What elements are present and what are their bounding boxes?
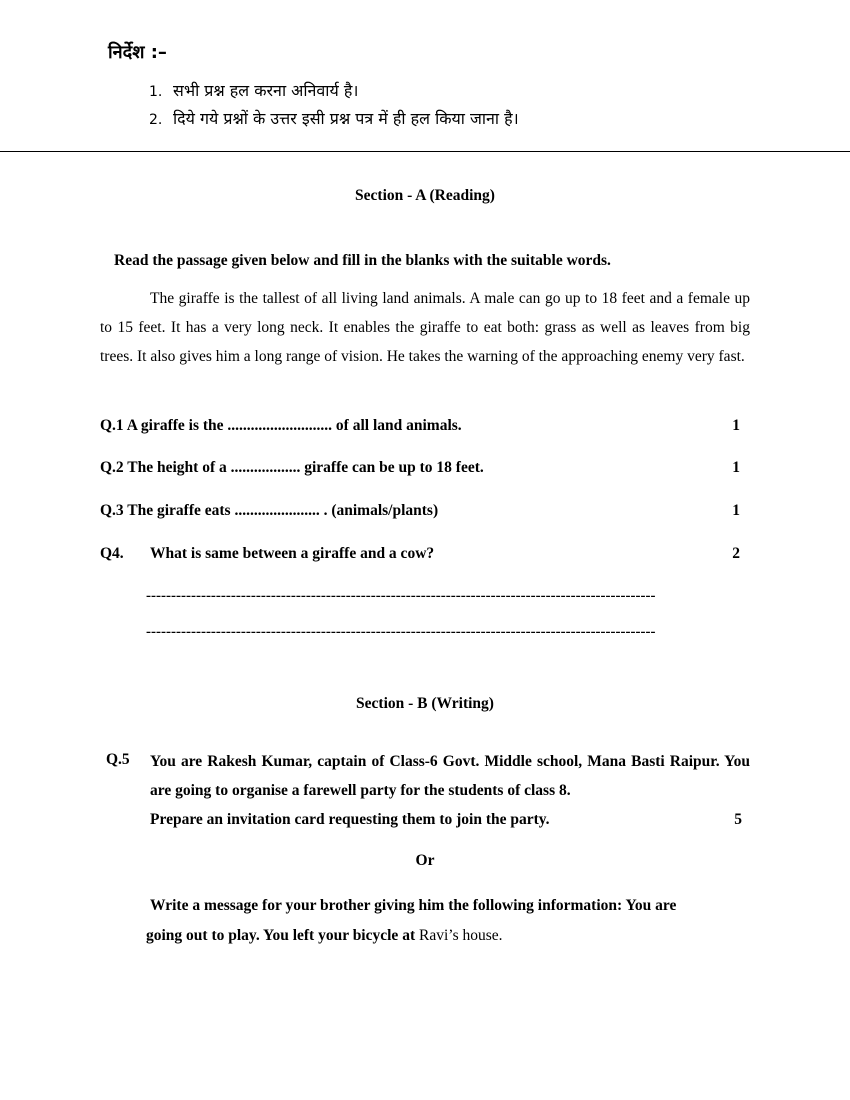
question-text: What is same between a giraffe and a cow?: [150, 545, 435, 562]
answer-line: ------------------------------------------------------------------------------------------------------: [146, 588, 656, 604]
question-marks: 2: [732, 545, 740, 562]
alternative-text: Write a message for your brother giving him the following information: You are: [150, 897, 677, 914]
question-number: Q.5: [106, 751, 130, 768]
question-marks: 1: [732, 502, 740, 519]
alternative-text: going out to play. You left your bicycle at: [146, 927, 419, 944]
section-a-title: Section - A (Reading): [355, 187, 495, 204]
instruction-item: [149, 79, 358, 101]
question-5-text: [150, 747, 750, 834]
instruction-text: सभी प्रश्न हल करना अनिवार्य है।: [173, 81, 359, 100]
alternative-text-line2: [146, 921, 736, 951]
reading-passage: The giraffe is the tallest of all living land animals. A male can go up to 18 feet and a female up to 15 feet. It has a very long neck. It enables the giraffe to eat both: grass as well as leaves from big trees. It also gives him a long range of vision. He takes the warning of the approaching enemy very fast.: [100, 290, 750, 365]
question-row: [100, 417, 740, 439]
question-marks: 1: [732, 459, 740, 476]
alternative-text: Ravi’s house.: [418, 927, 503, 944]
question-row: [100, 502, 740, 524]
instruction-number: 1.: [149, 84, 163, 100]
instructions-heading: निर्देश :–: [108, 42, 167, 63]
instruction-item: [149, 107, 519, 129]
section-b-title: Section - B (Writing): [356, 695, 494, 712]
question-last-line: [150, 805, 750, 834]
instruction-number: 2.: [149, 112, 163, 128]
question-marks: 5: [734, 811, 742, 828]
question-marks: 1: [732, 417, 740, 434]
question-text: Q.3 The giraffe eats ...................... . (animals/plants): [100, 502, 439, 519]
question-text: Q.1 A giraffe is the ........................... of all land animals.: [100, 417, 462, 434]
question-text: You are Rakesh Kumar, captain of Class-6 Govt. Middle school, Mana Basti Raipur. You are going to organise a farewell party for the students of class 8.: [150, 753, 750, 799]
answer-line: ------------------------------------------------------------------------------------------------------: [146, 624, 656, 640]
question-text: Prepare an invitation card requesting them to join the party.: [150, 811, 550, 828]
instruction-text: दिये गये प्रश्नों के उत्तर इसी प्रश्न पत्र में ही हल किया जाना है।: [173, 109, 519, 128]
question-number: Q4.: [100, 545, 124, 562]
passage-instruction: Read the passage given below and fill in the blanks with the suitable words.: [114, 252, 611, 269]
question-row: [100, 459, 740, 481]
alternative-question: [146, 891, 736, 951]
question-row-q4: [100, 545, 740, 567]
horizontal-divider: [0, 151, 850, 152]
or-label: Or: [415, 852, 435, 869]
question-text: Q.2 The height of a .................. giraffe can be up to 18 feet.: [100, 459, 484, 476]
